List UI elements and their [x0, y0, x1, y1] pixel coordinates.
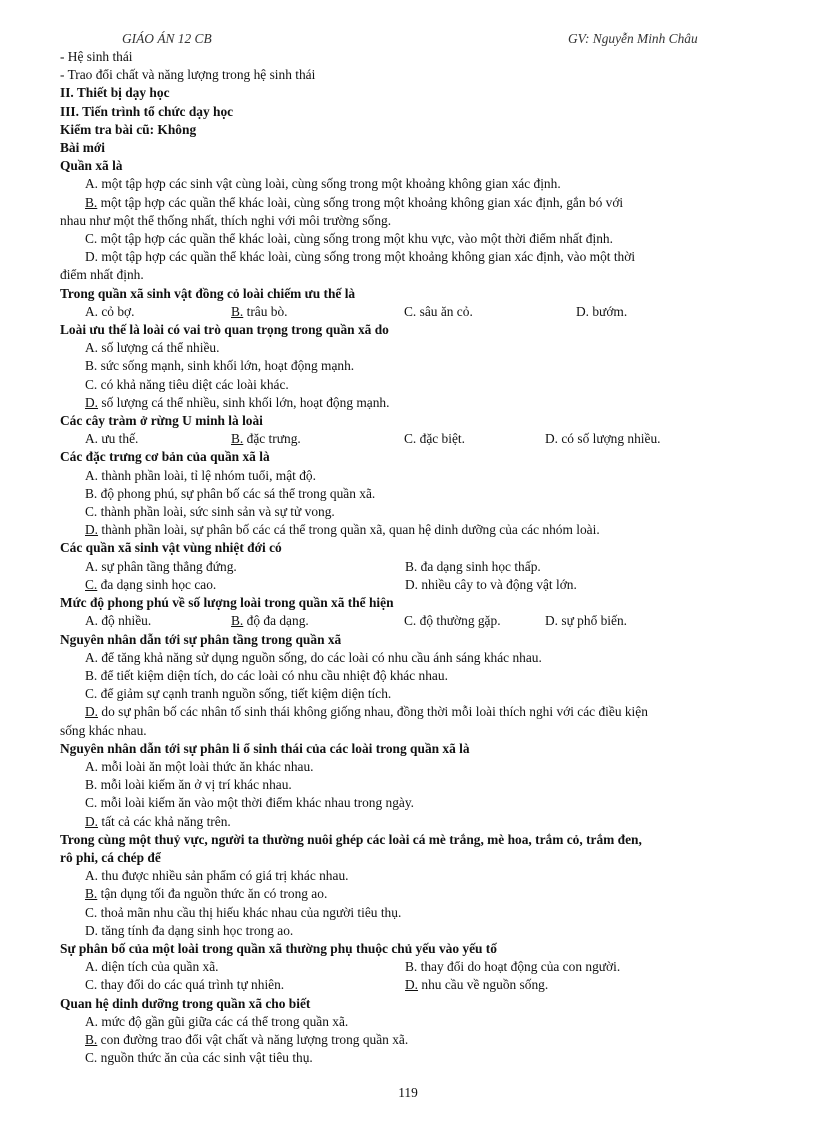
- correct-letter: C.: [85, 576, 98, 592]
- header-right: GV: Nguyễn Minh Châu: [568, 31, 698, 46]
- answer-option: A. số lượng cá thể nhiều.: [85, 340, 220, 356]
- answer-option: C. thay đổi do các quá trình tự nhiên.: [85, 977, 285, 993]
- question-title: Mức độ phong phú về số lượng loài trong quần xã thể hiện: [60, 595, 394, 611]
- answer-option: [60, 194, 776, 212]
- correct-letter: D.: [85, 394, 99, 410]
- header-left: GIÁO ÁN 12 CB: [122, 31, 212, 46]
- answer-option: A. ưu thế.: [85, 431, 139, 447]
- answer-option: B. đa dạng sinh học thấp.: [405, 558, 541, 574]
- answer-row: [60, 612, 776, 630]
- answer-option: C. một tập hợp các quần thể khác loài, cùng sống trong một khu vực, vào một thời điểm nhất định.: [85, 231, 613, 247]
- document-page: [60, 30, 776, 1067]
- answer-row: [60, 558, 776, 576]
- question-title: Các quần xã sinh vật vùng nhiệt đới có: [60, 540, 282, 556]
- option-text: thành phần loài, sự phân bố các cá thể trong quần xã, quan hệ dinh dưỡng của các nhóm loài.: [98, 522, 600, 538]
- question-title: Nguyên nhân dẫn tới sự phân li ổ sinh thái của các loài trong quần xã là: [60, 740, 470, 756]
- answer-option: A. diện tích của quần xã.: [85, 959, 219, 975]
- correct-letter: B.: [231, 303, 244, 319]
- answer-option: [231, 430, 404, 448]
- answer-option: C. có khả năng tiêu diệt các loài khác.: [85, 376, 289, 392]
- page-header: [60, 30, 776, 48]
- answer-option: C. nguồn thức ăn của các sinh vật tiêu thụ.: [85, 1050, 313, 1066]
- answer-option: D. nhiều cây to và động vật lớn.: [405, 576, 577, 592]
- answer-option: D. sự phổ biến.: [545, 613, 628, 629]
- answer-row: [60, 958, 776, 976]
- option-text: nhu cầu về nguồn sống.: [418, 977, 549, 993]
- question-title: Loài ưu thế là loài có vai trò quan trọng trong quần xã do: [60, 322, 389, 338]
- answer-option: [85, 576, 405, 594]
- option-text: do sự phân bố các nhân tố sinh thái không giống nhau, đồng thời mỗi loài thích nghi với các điều kiện: [98, 704, 648, 720]
- correct-letter: B.: [85, 194, 98, 210]
- correct-letter: D.: [405, 977, 419, 993]
- answer-option: D. bướm.: [576, 303, 628, 319]
- answer-option: C. đặc biệt.: [404, 431, 465, 447]
- correct-letter: D.: [85, 704, 99, 720]
- correct-letter: D.: [85, 813, 99, 829]
- answer-option: C. thoả mãn nhu cầu thị hiếu khác nhau của người tiêu thụ.: [85, 904, 402, 920]
- question-title: Nguyên nhân dẫn tới sự phân tầng trong quần xã: [60, 631, 342, 647]
- answer-continuation: điểm nhất định.: [60, 267, 144, 283]
- option-text: độ đa dạng.: [243, 613, 309, 629]
- question-title: Các đặc trưng cơ bản của quần xã là: [60, 449, 270, 465]
- answer-row: [60, 576, 776, 594]
- question-title: Trong cùng một thuỷ vực, người ta thường nuôi ghép các loài cá mè trắng, mè hoa, trắm cỏ, trắm đen,: [60, 831, 642, 847]
- answer-option: C. độ thường gặp.: [404, 613, 501, 629]
- question-title: Các cây tràm ở rừng U minh là loài: [60, 413, 263, 429]
- option-text: tận dụng tối đa nguồn thức ăn có trong ao.: [97, 886, 328, 902]
- option-text: số lượng cá thể nhiều, sinh khối lớn, hoạt động mạnh.: [98, 394, 390, 410]
- question-title-continuation: rô phi, cá chép để: [60, 849, 161, 865]
- option-text: đa dạng sinh học cao.: [97, 576, 217, 592]
- answer-option: A. để tăng khả năng sử dụng nguồn sống, do các loài có nhu cầu ánh sáng khác nhau.: [85, 649, 542, 665]
- question-title: Quan hệ dinh dưỡng trong quần xã cho biết: [60, 995, 311, 1011]
- answer-option: A. thành phần loài, tỉ lệ nhóm tuổi, mật độ.: [85, 467, 316, 483]
- answer-option: [231, 612, 404, 630]
- section-heading: II. Thiết bị dạy học: [60, 85, 170, 101]
- answer-row: [60, 430, 776, 448]
- option-text: trâu bò.: [243, 303, 288, 319]
- answer-option: [60, 1031, 776, 1049]
- answer-row: [60, 976, 776, 994]
- answer-option: B. mỗi loài kiếm ăn ở vị trí khác nhau.: [85, 777, 292, 793]
- section-heading: Kiểm tra bài cũ: Không: [60, 121, 197, 137]
- answer-option: A. độ nhiều.: [85, 613, 152, 629]
- answer-option: B. để tiết kiệm diện tích, do các loài có nhu cầu nhiệt độ khác nhau.: [85, 667, 448, 683]
- option-text: con đường trao đổi vật chất và năng lượng trong quần xã.: [97, 1031, 409, 1047]
- option-text: đặc trưng.: [243, 431, 301, 447]
- answer-option: [405, 976, 548, 994]
- correct-letter: B.: [85, 886, 98, 902]
- correct-letter: B.: [231, 431, 244, 447]
- answer-option: B. sức sống mạnh, sinh khối lớn, hoạt động mạnh.: [85, 358, 355, 374]
- correct-letter: B.: [231, 613, 244, 629]
- question-title: Sự phân bố của một loài trong quần xã thường phụ thuộc chủ yếu vào yếu tố: [60, 940, 497, 956]
- answer-option: [60, 394, 776, 412]
- answer-option: C. sâu ăn cỏ.: [404, 303, 473, 319]
- answer-option: B. độ phong phú, sự phân bố các sá thể trong quần xã.: [85, 485, 376, 501]
- question-title: Trong quần xã sinh vật đồng cỏ loài chiếm ưu thế là: [60, 285, 356, 301]
- correct-letter: B.: [85, 1031, 98, 1047]
- answer-option: D. một tập hợp các quần thể khác loài, cùng sống trong một khoảng không gian xác định, vào một thời: [85, 249, 636, 265]
- intro-line: - Hệ sinh thái: [60, 49, 133, 64]
- answer-row: [60, 303, 776, 321]
- answer-option: D. có số lượng nhiều.: [545, 431, 661, 447]
- answer-option: D. tăng tính đa dạng sinh học trong ao.: [85, 922, 294, 938]
- section-heading: III. Tiến trình tổ chức dạy học: [60, 103, 234, 119]
- answer-option: [60, 813, 776, 831]
- page-number: 119: [398, 1085, 418, 1100]
- option-text: một tập hợp các quần thể khác loài, cùng sống trong một khoảng không gian xác định, gắn bó với: [97, 194, 624, 210]
- question-title: Quần xã là: [60, 158, 123, 174]
- answer-option: C. mỗi loài kiếm ăn vào một thời điểm khác nhau trong ngày.: [85, 795, 415, 811]
- section-heading: Bài mới: [60, 140, 105, 156]
- answer-continuation: nhau như một thể thống nhất, thích nghi với môi trường sống.: [60, 212, 392, 228]
- correct-letter: D.: [85, 522, 99, 538]
- answer-option: B. thay đổi do hoạt động của con người.: [405, 959, 621, 975]
- answer-option: [231, 303, 404, 321]
- answer-option: A. một tập hợp các sinh vật cùng loài, cùng sống trong một khoảng không gian xác định.: [85, 176, 561, 192]
- answer-option: [60, 703, 776, 721]
- option-text: tất cả các khả năng trên.: [98, 813, 231, 829]
- answer-option: C. để giảm sự cạnh tranh nguồn sống, tiết kiệm diện tích.: [85, 686, 392, 702]
- answer-option: A. mỗi loài ăn một loài thức ăn khác nhau.: [85, 758, 314, 774]
- answer-continuation: sống khác nhau.: [60, 722, 147, 738]
- answer-option: A. mức độ gần gũi giữa các cá thể trong quần xã.: [85, 1013, 349, 1029]
- answer-option: C. thành phần loài, sức sinh sản và sự tử vong.: [85, 504, 335, 520]
- intro-line: - Trao đổi chất và năng lượng trong hệ sinh thái: [60, 67, 316, 83]
- answer-option: A. sự phân tầng thẳng đứng.: [85, 558, 237, 574]
- answer-option: A. cỏ bợ.: [85, 303, 135, 319]
- answer-option: [60, 521, 776, 539]
- answer-option: A. thu được nhiều sản phẩm có giá trị khác nhau.: [85, 868, 349, 884]
- answer-option: [60, 885, 776, 903]
